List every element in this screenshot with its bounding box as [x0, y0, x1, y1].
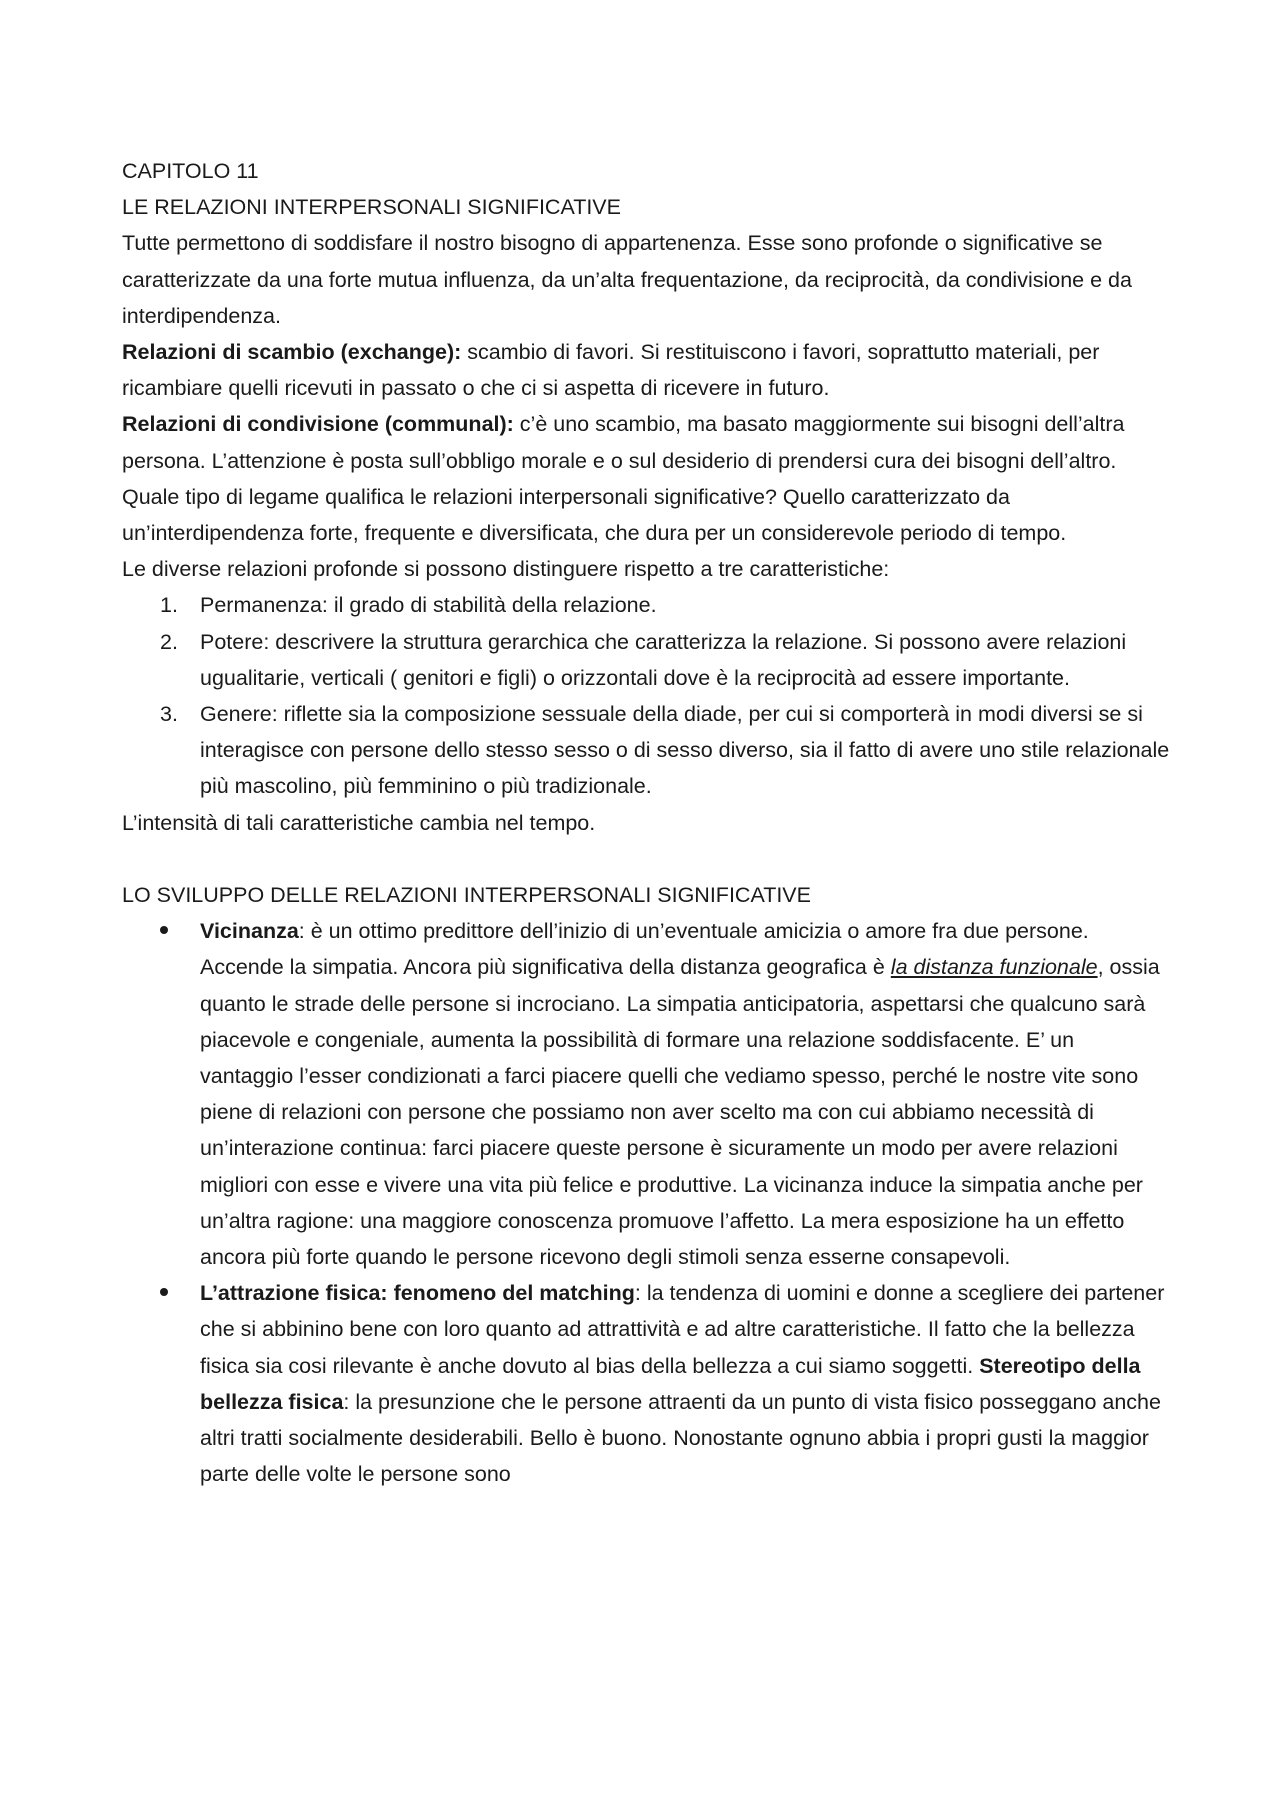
list-item — [122, 587, 1172, 623]
list-number: 1. — [160, 593, 178, 618]
communal-text: c’è uno scambio, ma basato maggiormente sui bisogni dell’altra persona. L’attenzione è posta sull’obbligo morale e o sul desiderio di prendersi cura dei bisogni dell’altro. — [122, 412, 1125, 473]
functional-distance-emphasis: la distanza funzionale — [890, 955, 1098, 980]
chapter-label: CAPITOLO 11 — [122, 159, 259, 183]
attrazione-separator: : — [380, 1281, 394, 1306]
characteristics-list — [122, 587, 1172, 804]
list-number: 3. — [160, 702, 178, 727]
intensity-paragraph: L’intensità di tali caratteristiche cambia nel tempo. — [122, 810, 596, 835]
attrazione-text-a: : la tendenza di uomini e donne a scegliere dei partener che si abbinino bene con loro quanto ad attrattività e ad altre caratteristiche. Il fatto che la bellezza fisica sia cosi rilevante è anche dovuto al bias della bellezza a cui siamo soggetti. — [200, 1281, 1165, 1378]
document-body — [122, 153, 1172, 1493]
beauty-stereotype-term: Stereotipo della bellezza fisica — [200, 1353, 1141, 1414]
list-item-text: Genere: riflette sia la composizione sessuale della diade, per cui si comporterà in modi diversi se si interagisce con persone dello stesso sesso o di sesso diverso, sia il fatto di avere uno stile relazionale più mascolino, più femminino o più tradizionale. — [200, 702, 1170, 799]
attrazione-text-b: : la presunzione che le persone attraenti da un punto di vista fisico posseggano anche altri tratti socialmente desiderabili. Bello è buono. Nonostante ognuno abbia i propri gusti la maggior parte delle volte le persone sono — [200, 1389, 1161, 1487]
characteristics-intro: Le diverse relazioni profonde si possono distinguere rispetto a tre caratteristiche: — [122, 557, 890, 582]
vicinanza-term: Vicinanza — [200, 919, 299, 944]
list-item — [122, 696, 1172, 805]
communal-term: Relazioni di condivisione (communal): — [122, 412, 514, 437]
bullet-icon — [160, 1288, 168, 1296]
vicinanza-text-b: , ossia quanto le strade delle persone si incrociano. La simpatia anticipatoria, aspettarsi che qualcuno sarà piacevole e congeniale, aumenta la possibilità di formare una relazione soddisfacente. E’ un vantaggio l’esser condizionati a farci piacere quelli che vediamo spesso, perché le nostre vite sono piene di relazioni con persone che possiamo non aver scelto ma con cui abbiamo necessità di un’interazione continua: farci piacere queste persone è sicuramente un modo per avere relazioni migliori con esse e vivere una vita più felice e produttive. La vicinanza induce la simpatia anche per un’altra ragione: una maggiore conoscenza promuove l’affetto. La mera esposizione ha un effetto ancora più forte quando le persone ricevono degli stimoli senza esserne consapevoli. — [200, 955, 1160, 1270]
development-list — [122, 913, 1172, 1492]
list-item — [122, 913, 1172, 1275]
exchange-paragraph — [122, 334, 1172, 406]
bullet-icon — [160, 926, 168, 934]
list-item-text: Permanenza: il grado di stabilità della relazione. — [200, 593, 657, 618]
attrazione-term: L’attrazione fisica — [200, 1281, 381, 1306]
section-title: LO SVILUPPO DELLE RELAZIONI INTERPERSONALI SIGNIFICATIVE — [122, 883, 811, 908]
list-item-text: Potere: descrivere la struttura gerarchica che caratterizza la relazione. Si possono avere relazioni ugualitarie, verticali ( genitori e figli) o orizzontali dove è la reciprocità ad essere importante. — [200, 629, 1127, 690]
communal-paragraph — [122, 406, 1172, 478]
matching-term: fenomeno del matching — [393, 1281, 635, 1306]
vicinanza-text-a: : è un ottimo predittore dell’inizio di un’eventuale amicizia o amore fra due persone. Accende la simpatia. Ancora più significativa della distanza geografica è — [200, 919, 1089, 980]
exchange-text: scambio di favori. Si restituiscono i favori, soprattutto materiali, per ricambiare quelli ricevuti in passato o che ci si aspetta di ricevere in futuro. — [122, 340, 1100, 401]
intro-paragraph: Tutte permettono di soddisfare il nostro bisogno di appartenenza. Esse sono profonde o significative se caratterizzate da una forte mutua influenza, da un’alta frequentazione, da reciprocità, da condivisione e da interdipendenza. — [122, 231, 1132, 328]
chapter-title: LE RELAZIONI INTERPERSONALI SIGNIFICATIVE — [122, 195, 621, 220]
list-number: 2. — [160, 629, 178, 654]
list-item — [122, 1275, 1172, 1492]
exchange-term: Relazioni di scambio (exchange): — [122, 340, 462, 365]
list-item — [122, 624, 1172, 696]
question-paragraph: Quale tipo di legame qualifica le relazioni interpersonali significative? Quello caratterizzato da un’interdipendenza forte, frequente e diversificata, che dura per un considerevole periodo di tempo. — [122, 484, 1067, 546]
blank-line — [122, 841, 1172, 877]
